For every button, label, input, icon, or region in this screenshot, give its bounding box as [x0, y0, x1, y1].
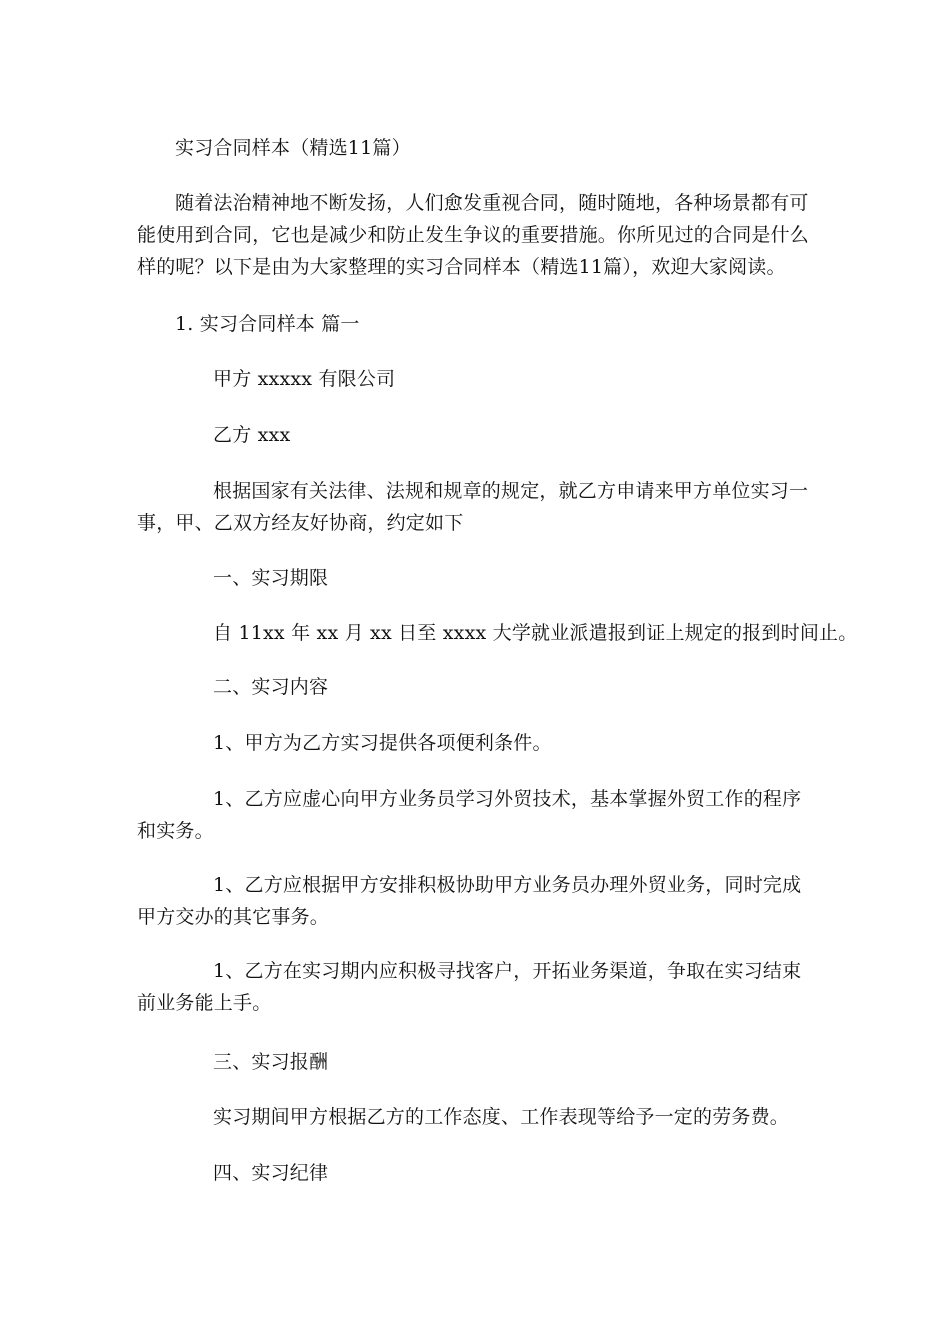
- intro-line-2: 能使用到合同，它也是减少和防止发生争议的重要措施。你所见过的合同是什么: [137, 224, 810, 246]
- heading-discipline: 四、实习纪律: [213, 1162, 329, 1184]
- intro-paragraph: [137, 189, 809, 281]
- document-title: 实习合同样本（精选11篇）: [175, 137, 411, 159]
- content-item-2: [137, 785, 801, 845]
- content-item-2-line-2: 和实务。: [137, 820, 214, 842]
- term-paragraph: 自 11xx 年 xx 月 xx 日至 xxxx 大学就业派遣报到证上规定的报到时间止。: [213, 622, 858, 644]
- preamble-line-2: 事，甲、乙双方经友好协商，约定如下: [137, 512, 464, 534]
- intro-line-3: 样的呢？以下是由为大家整理的实习合同样本（精选11篇），欢迎大家阅读。: [137, 256, 786, 278]
- content-item-3-line-2: 甲方交办的其它事务。: [137, 906, 330, 928]
- content-item-1: 1、甲方为乙方实习提供各项便利条件。: [213, 732, 552, 754]
- party-b: 乙方 xxx: [213, 424, 291, 446]
- preamble-line-1: 根据国家有关法律、法规和规章的规定，就乙方申请来甲方单位实习一: [213, 480, 809, 502]
- content-item-4: [137, 957, 801, 1017]
- heading-term: 一、实习期限: [213, 567, 329, 589]
- content-item-2-line-1: 1、乙方应虚心向甲方业务员学习外贸技术，基本掌握外贸工作的程序: [213, 788, 802, 810]
- pay-paragraph: 实习期间甲方根据乙方的工作态度、工作表现等给予一定的劳务费。: [213, 1106, 790, 1128]
- heading-content: 二、实习内容: [213, 676, 329, 698]
- content-item-4-line-1: 1、乙方在实习期内应积极寻找客户，开拓业务渠道，争取在实习结束: [213, 960, 802, 982]
- intro-line-1: 随着法治精神地不断发扬，人们愈发重视合同，随时随地，各种场景都有可: [175, 192, 809, 214]
- content-item-4-line-2: 前业务能上手。: [137, 992, 272, 1014]
- section-heading: 1. 实习合同样本 篇一: [175, 313, 360, 335]
- heading-pay: 三、实习报酬: [213, 1051, 329, 1073]
- content-item-3: [137, 871, 801, 931]
- party-a: 甲方 xxxxx 有限公司: [213, 368, 396, 390]
- content-item-3-line-1: 1、乙方应根据甲方安排积极协助甲方业务员办理外贸业务，同时完成: [213, 874, 802, 896]
- preamble-paragraph: [137, 477, 808, 537]
